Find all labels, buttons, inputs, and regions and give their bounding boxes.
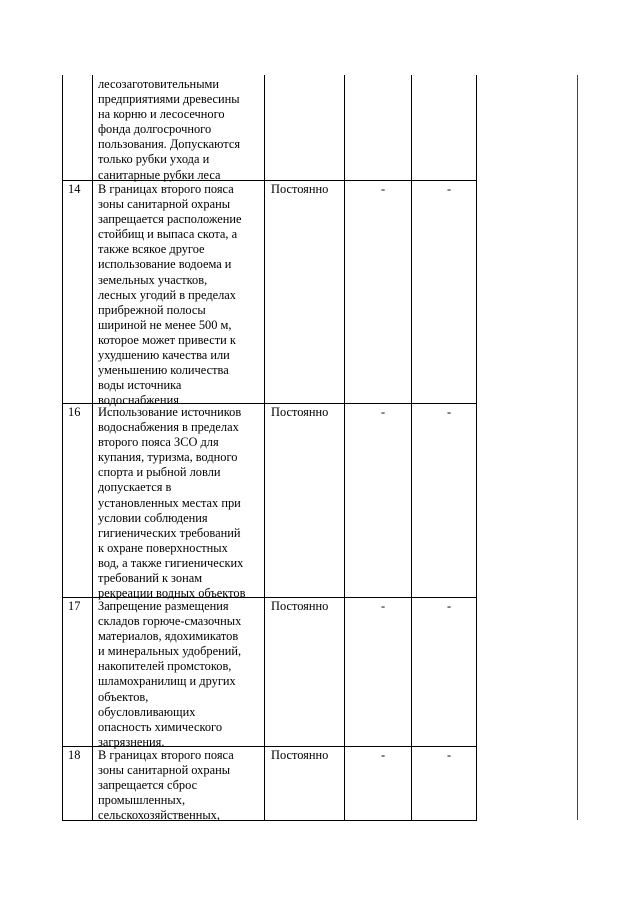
cell-line: пользования. Допускаются (98, 137, 241, 152)
table-border-col3 (344, 75, 345, 820)
row-period: Постоянно (271, 182, 329, 196)
cell-line: ухудшению качества или (98, 348, 230, 363)
cell-line: только рубки ухода и (98, 152, 210, 167)
cell-line: уменьшению количества (98, 363, 229, 378)
cell-line: использование водоема и (98, 257, 232, 272)
cell-line: шириной не менее 500 м, (98, 317, 232, 332)
cell-line: прибрежной полосы (98, 302, 206, 317)
cell-line: фонда долгосрочного (98, 122, 212, 137)
cell-line: предприятиями древесины (98, 92, 240, 107)
cell-line: В границах второго пояса (98, 182, 234, 196)
cell-line: второго пояса ЗСО для (98, 435, 219, 450)
cell-line: и минеральных удобрений, (98, 644, 242, 659)
cell-line: установленных местах при (98, 495, 241, 510)
row-number: 17 (68, 599, 81, 613)
row-col5-value: - (447, 599, 452, 613)
table-border-col1 (92, 75, 93, 820)
row-number: 14 (68, 182, 81, 196)
row-period: Постоянно (271, 748, 329, 762)
cell-line: требований к зонам (98, 571, 203, 586)
cell-line: на корню и лесосечного (98, 107, 225, 122)
cell-line: материалов, ядохимикатов (98, 629, 239, 644)
cell-line: условии соблюдения (98, 510, 208, 525)
cell-line: санитарные рубки леса (98, 167, 221, 182)
cell-line: накопителей промстоков, (98, 659, 232, 674)
cell-line: воды источника (98, 378, 182, 393)
row-description (98, 599, 241, 750)
cell-line: которое может привести к (98, 332, 236, 347)
row-col4-value: - (381, 599, 386, 613)
cell-line: опасность химического (98, 719, 223, 734)
cell-line: лесозаготовительными (98, 77, 219, 91)
cell-line: лесных угодий в пределах (98, 287, 237, 302)
row-period: Постоянно (271, 599, 329, 613)
table-border-col4 (411, 75, 412, 820)
cell-line: Запрещение размещения (98, 599, 229, 613)
page-edge-line (577, 75, 578, 820)
cell-line: водоснабжения (98, 393, 179, 408)
cell-line: промышленных, (98, 793, 186, 808)
cell-line: допускается в (98, 480, 172, 495)
row-period: Постоянно (271, 405, 329, 419)
cell-line: сельскохозяйственных, (98, 808, 220, 823)
cell-line: зоны санитарной охраны (98, 197, 231, 212)
cell-line: купания, туризма, водного (98, 450, 238, 465)
row-col5-value: - (447, 748, 452, 762)
cell-line: запрещается расположение (98, 212, 242, 227)
table-border-left (62, 75, 63, 820)
cell-line: вод, а также гигиенических (98, 555, 244, 570)
cell-line: Использование источников (98, 405, 242, 419)
cell-line: складов горюче-смазочных (98, 614, 242, 629)
cell-line: к охране поверхностных (98, 540, 228, 555)
row-number: 18 (68, 748, 81, 762)
cell-line: запрещается сброс (98, 778, 198, 793)
cell-line: спорта и рыбной ловли (98, 465, 221, 480)
cell-line: В границах второго пояса (98, 748, 234, 762)
row-col5-value: - (447, 182, 452, 196)
table-row-continuation (98, 77, 240, 183)
row-description (98, 182, 242, 408)
cell-line: обусловливающих (98, 704, 196, 719)
cell-line: шламохранилищ и других (98, 674, 236, 689)
cell-line: объектов, (98, 689, 149, 704)
cell-line: гигиенических требований (98, 525, 241, 540)
cell-line: рекреации водных объектов (98, 586, 246, 601)
row-description (98, 405, 245, 601)
row-col4-value: - (381, 405, 386, 419)
row-description (98, 748, 234, 823)
row-col4-value: - (381, 182, 386, 196)
cell-line: земельных участков, (98, 272, 208, 287)
cell-line: также всякое другое (98, 242, 205, 257)
table-border-col2 (264, 75, 265, 820)
row-col4-value: - (381, 748, 386, 762)
cell-line: загрязнения. (98, 734, 165, 749)
row-col5-value: - (447, 405, 452, 419)
cell-line: стойбищ и выпаса скота, а (98, 227, 238, 242)
cell-line: водоснабжения в пределах (98, 420, 239, 435)
row-number: 16 (68, 405, 81, 419)
cell-line: зоны санитарной охраны (98, 763, 231, 778)
table-border-right (476, 75, 477, 820)
